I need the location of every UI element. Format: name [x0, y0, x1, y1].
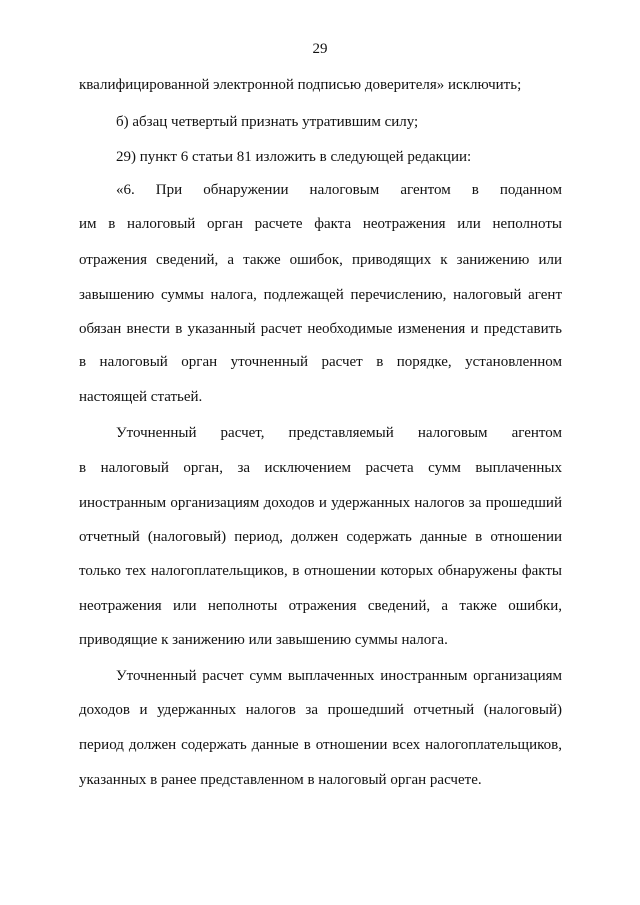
text-line: 29) пункт 6 статьи 81 изложить в следующей редакции: — [116, 149, 472, 165]
text-line: только тех налогоплательщиков, в отношении которых обнаружены факты — [79, 563, 562, 579]
text-line: Уточненный расчет сумм выплаченных иностранным организациям — [116, 668, 562, 684]
text-line: в налоговый орган уточненный расчет в порядке, установленном — [79, 354, 562, 370]
text-line: неотражения или неполноты отражения сведений, а также ошибки, — [79, 598, 562, 614]
text-line: доходов и удержанных налогов за прошедший отчетный (налоговый) — [79, 702, 562, 718]
text-line: отчетный (налоговый) период, должен содержать данные в отношении — [79, 529, 562, 545]
text-line: Уточненный расчет, представляемый налоговым агентом — [116, 425, 562, 441]
text-line: иностранным организациям доходов и удержанных налогов за прошедший — [79, 495, 562, 511]
text-line: приводящие к занижению или завышению суммы налога. — [79, 632, 448, 648]
text-line: «6. При обнаружении налоговым агентом в поданном — [116, 182, 562, 198]
text-line: им в налоговый орган расчете факта неотражения или неполноты — [79, 216, 562, 232]
text-line: в налоговый орган, за исключением расчета сумм выплаченных — [79, 460, 562, 476]
text-line: период должен содержать данные в отношении всех налогоплательщиков, — [79, 737, 562, 753]
text-line: обязан внести в указанный расчет необходимые изменения и представить — [79, 321, 562, 337]
text-line: отражения сведений, а также ошибок, приводящих к занижению или — [79, 252, 562, 268]
text-line: настоящей статьей. — [79, 389, 203, 405]
text-line: б) абзац четвертый признать утратившим силу; — [116, 114, 419, 130]
text-line: указанных в ранее представленном в налоговый орган расчете. — [79, 772, 482, 788]
text-line: завышению суммы налога, подлежащей перечислению, налоговый агент — [79, 287, 562, 303]
text-line: квалифицированной электронной подписью доверителя» исключить; — [79, 77, 522, 93]
page-number: 29 — [312, 41, 328, 57]
